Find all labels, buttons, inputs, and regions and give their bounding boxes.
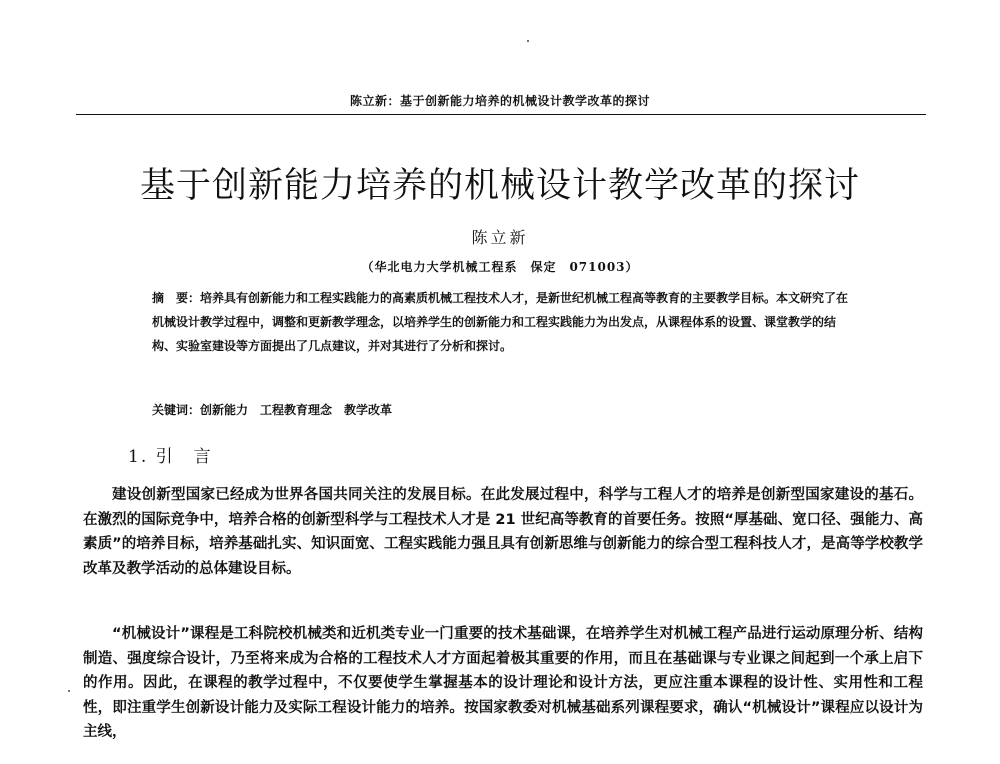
paper-title: 基于创新能力培养的机械设计教学改革的探讨	[139, 166, 860, 206]
section-number: 1.	[128, 447, 149, 467]
body-paragraph: 建设创新型国家已经成为世界各国共同关注的发展目标。在此发展过程中，科学与工程人才的培养是创新型国家建设的基石。在激烈的国际竞争中，培养合格的创新型科学与工程技术人才是 21 世纪高等教育的首要任务。按照“厚基础、宽口径、强能力、高素质”的培养目标，培养基础扎实、知识面宽、工程实践能力强且具有创新思维与创新能力的综合型工程科技人才，是高等学校教学改革及教学活动的总体建设目标。	[83, 487, 923, 577]
header-rule	[76, 114, 926, 115]
abstract-label: 摘 要：	[152, 291, 201, 305]
running-header: 陈立新：基于创新能力培养的机械设计教学改革的探讨	[349, 94, 650, 108]
abstract	[152, 286, 852, 358]
author-affiliation: （华北电力大学机械工程系 保定 071003）	[361, 260, 639, 274]
section-title: 引 言	[155, 447, 213, 467]
author-name: 陈立新	[471, 228, 529, 247]
scan-speck	[68, 690, 70, 692]
abstract-text: 培养具有创新能力和工程实践能力的高素质机械工程技术人才，是新世纪机械工程高等教育的主要教学目标。本文研究了在机械设计教学过程中，调整和更新教学理念，以培养学生的创新能力和工程实践能力为出发点，从课程体系的设置、课堂教学的结构、实验室建设等方面提出了几点建议，并对其进行了分析和探讨。	[152, 291, 849, 353]
section-heading	[128, 442, 213, 467]
keywords-label: 关键词：	[152, 403, 201, 417]
scan-speck	[527, 40, 529, 42]
keywords-text: 创新能力 工程教育理念 教学改革	[200, 403, 393, 417]
body-paragraph: “机械设计”课程是工科院校机械类和近机类专业一门重要的技术基础课，在培养学生对机械工程产品进行运动原理分析、结构制造、强度综合设计，乃至将来成为合格的工程技术人才方面起着极其重要的作用，而且在基础课与专业课之间起到一个承上启下的作用。因此，在课程的教学过程中，不仅要使学生掌握基本的设计理论和设计方法，更应注重本课程的设计性、实用性和工程性，即注重学生创新设计能力及实际工程设计能力的培养。按国家教委对机械基础系列课程要求，确认“机械设计”课程应以设计为主线，	[83, 626, 923, 740]
keywords	[152, 398, 852, 422]
